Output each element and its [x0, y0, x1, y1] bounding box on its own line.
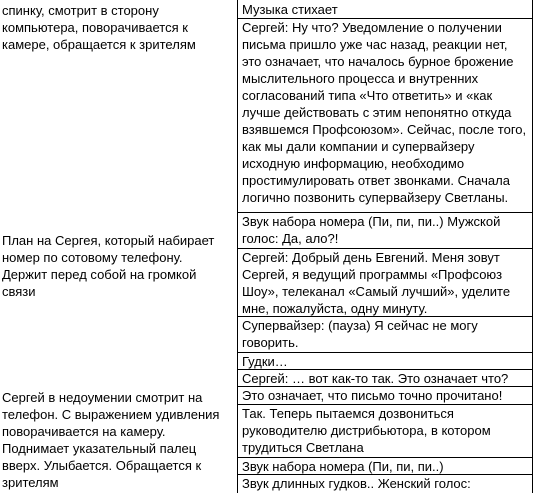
dialogue-cell: [242, 475, 532, 492]
text-line: телефон. С выражением удивления: [2, 407, 220, 422]
text-line: Держит перед собой на громкой: [2, 267, 197, 282]
text-line: это означает, что началось бурное брожение: [242, 54, 514, 69]
text-line: Сергей: … вот как-то так. Это означает что?: [242, 371, 509, 386]
text-line: зрителям: [2, 475, 59, 490]
text-line: говорить.: [242, 335, 299, 350]
dialogue-cell: [242, 213, 532, 247]
stage-direction-1: [2, 2, 234, 53]
table-right-border: [532, 0, 533, 493]
text-line: План на Сергея, который набирает: [2, 233, 215, 248]
dialogue-cell: [242, 249, 532, 317]
text-line: мне, пожалуйста, одну минуту.: [242, 301, 428, 316]
text-line: Звук длинных гудков.. Женский голос:: [242, 476, 471, 491]
text-line: Поднимает указательный палец: [2, 441, 197, 456]
text-line: руководителю дистрибьютора, в котором: [242, 423, 491, 438]
text-line: Гудки…: [242, 354, 288, 369]
text-line: Шоу», телеканал «Самый лучший», уделите: [242, 284, 511, 299]
text-line: Сергей, я ведущий программы «Профсоюз: [242, 267, 503, 282]
dialogue-cell: [242, 1, 532, 206]
text-line: трудиться Светлана: [242, 440, 364, 455]
text-line: Сергей в недоумении смотрит на: [2, 390, 203, 405]
text-line: голос: Да, ало?!: [242, 231, 339, 246]
text-line: взявшемся Профсоюзом». Сейчас, после того,: [242, 122, 527, 137]
text-line: связи: [2, 284, 36, 299]
stage-direction-2: [2, 232, 234, 300]
text-line: компьютера, поворачивается к: [2, 20, 188, 35]
text-line: Звук набора номера (Пи, пи, пи..) Мужской: [242, 214, 501, 229]
dialogue-cell: [242, 317, 532, 351]
text-line: вверх. Улыбается. Обращается к: [2, 458, 202, 473]
text-line: согласований типа «Что ответить» и «как: [242, 88, 493, 103]
column-divider: [237, 0, 238, 493]
text-line: Так. Теперь пытаемся дозвониться: [242, 406, 454, 421]
text-line: поворачивается на камеру.: [2, 424, 166, 439]
dialogue-cell: [242, 370, 532, 387]
text-line: простимулировать ответ звонками. Сначала: [242, 173, 510, 188]
text-line: письма пришло уже час назад, реакции нет,: [242, 37, 508, 52]
text-line: Это означает, что письмо точно прочитано!: [242, 388, 503, 403]
text-line: Сергей: Ну что? Уведомление о получении: [242, 20, 502, 35]
stage-direction-3: [2, 389, 234, 491]
text-line: лучше действовать с этим непонятно откуда: [242, 105, 512, 120]
dialogue-cell: [242, 387, 532, 404]
text-line: Супервайзер: (пауза) Я сейчас не могу: [242, 318, 478, 333]
text-line: логично позвонить супервайзеру Светланы.: [242, 190, 509, 205]
dialogue-cell: [242, 353, 532, 370]
text-line: исходную информацию, необходимо: [242, 156, 465, 171]
text-line: спинку, смотрит в сторону: [2, 3, 159, 18]
text-line: как мы дали компании и супервайзеру: [242, 139, 475, 154]
text-line: камере, обращается к зрителям: [2, 37, 196, 52]
text-line: мыслительного процесса и внутренних: [242, 71, 479, 86]
text-line: Музыка стихает: [242, 2, 338, 17]
text-line: номер по сотовому телефону.: [2, 250, 183, 265]
dialogue-cell: [242, 405, 532, 456]
text-line: Сергей: Добрый день Евгений. Меня зовут: [242, 250, 500, 265]
dialogue-cell: [242, 458, 532, 475]
text-line: Звук набора номера (Пи, пи, пи..): [242, 459, 444, 474]
